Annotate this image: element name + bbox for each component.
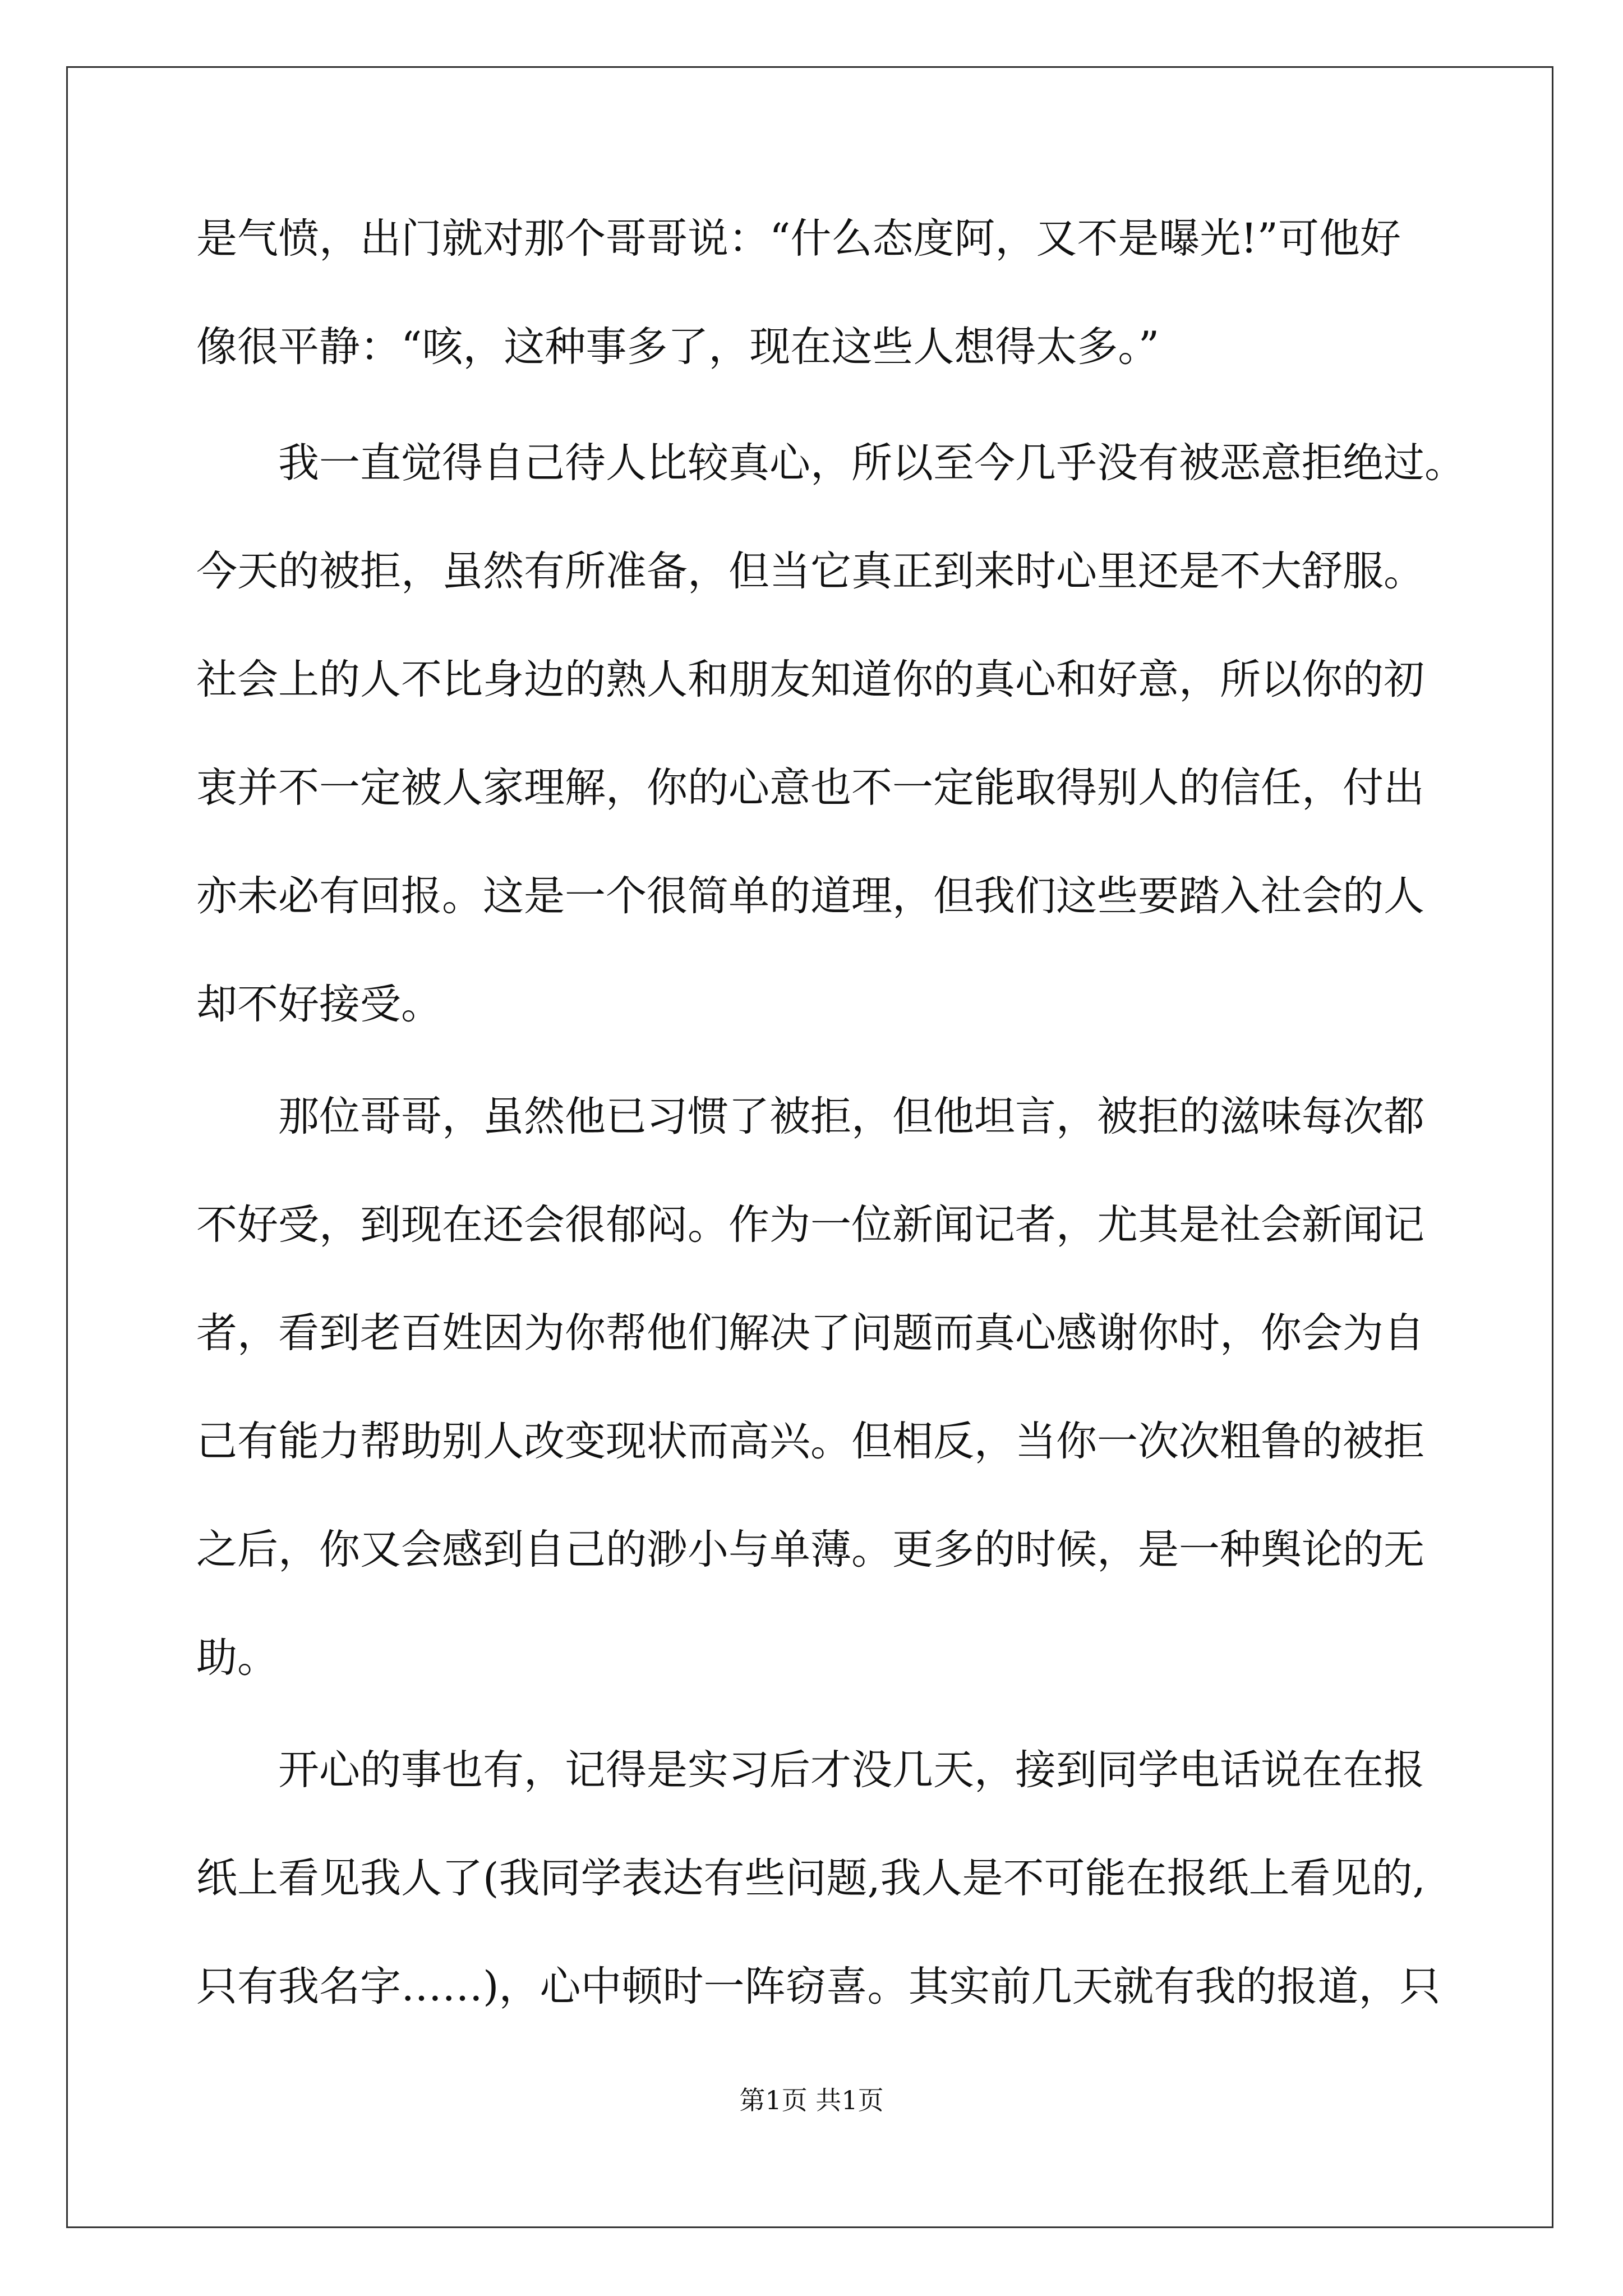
paragraph-first-line: 我一直觉得自己待人比较真心，所以至今几乎没有被恶意拒绝过。 (278, 439, 1465, 487)
text-line: 己有能力帮助别人改变现状而高兴。但相反，当你一次次粗鲁的被拒 (196, 1418, 1424, 1465)
paragraph-first-line: 那位哥哥，虽然他已习惯了被拒，但他坦言，被拒的滋味每次都 (278, 1093, 1424, 1140)
text-line: 亦未必有回报。这是一个很简单的道理，但我们这些要踏入社会的人 (196, 872, 1424, 920)
text-line: 者，看到老百姓因为你帮他们解决了问题而真心感谢你时，你会为自 (196, 1309, 1424, 1357)
text-line: 只有我名字……)，心中顿时一阵窃喜。其实前几天就有我的报道，只 (196, 1963, 1441, 2010)
text-line: 衷并不一定被人家理解，你的心意也不一定能取得别人的信任，付出 (196, 764, 1424, 812)
text-line: 社会上的人不比身边的熟人和朋友知道你的真心和好意，所以你的初 (196, 656, 1424, 703)
text-line: 不好受，到现在还会很郁闷。作为一位新闻记者，尤其是社会新闻记 (196, 1201, 1424, 1249)
document-body (196, 205, 1465, 2028)
text-line: 却不好接受。 (196, 981, 442, 1028)
paragraph-first-line: 开心的事也有，记得是实习后才没几天，接到同学电话说在在报 (278, 1746, 1424, 1794)
text-line: 今天的被拒，虽然有所准备，但当它真正到来时心里还是不大舒服。 (196, 547, 1424, 595)
text-line: 之后，你又会感到自己的渺小与单薄。更多的时候，是一种舆论的无 (196, 1526, 1424, 1573)
text-line: 纸上看见我人了(我同学表达有些问题,我人是不可能在报纸上看见的, (196, 1855, 1426, 1902)
text-line: 像很平静：“咳，这种事多了，现在这些人想得太多。” (196, 323, 1160, 371)
text-line: 助。 (196, 1634, 278, 1682)
page-footer: 第1页 共1页 (739, 2085, 884, 2115)
text-line: 是气愤，出门就对那个哥哥说：“什么态度阿，又不是曝光!”可他好 (196, 215, 1401, 263)
